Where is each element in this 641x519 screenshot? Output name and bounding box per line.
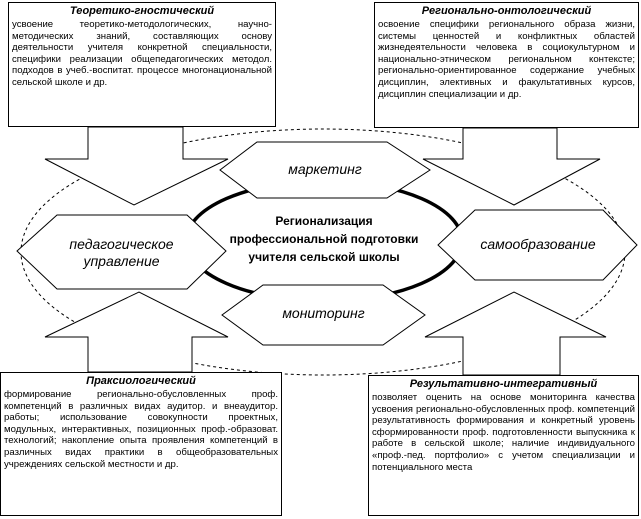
box-regional-ontological-title: Регионально-онтологический [421, 5, 592, 17]
box-regional-ontological-text: освоение специфики регионального образа жизни, системы ценностей и конфликтных областей жизнедеятельности человека в социокультурном и национально-этническом региональном контексте; регионально-ориентированное содержание учебных дисциплин, элективных и факультативных курсов, дисциплин специализации и др. [378, 19, 635, 100]
arrow-bottom-right [425, 292, 606, 375]
center-title-line2: профессиональной подготовки [229, 232, 419, 246]
center-title-line3: учителя сельской школы [248, 250, 400, 264]
hexagon-bottom-label: мониторинг [282, 305, 365, 321]
center-title-line1: Регионализация [275, 214, 373, 228]
box-praxiological-title: Праксиологический [86, 375, 196, 387]
box-theoretical-gnostic [8, 2, 276, 127]
arrow-top-left [45, 127, 228, 205]
box-result-integrative-title: Результативно-интегративный [409, 378, 598, 390]
arrow-bottom-left [45, 292, 228, 372]
hexagon-left-label-line1: педагогическое [69, 236, 174, 252]
arrow-top-right [423, 128, 600, 205]
box-regional-ontological [374, 2, 639, 128]
hexagon-left-label-line2: управление [83, 253, 160, 269]
box-praxiological-text: формирование регионально-обусловленных проф. компетенций в различных видах аудитор. и внеаудитор. работы; использование совокупности проектных, модульных, интерактивных, позиционных проф.-образоват. технологий; накопление опыта проявления компетенций в различных видах практики в общеобразовательных учреждениях сельской местности и др. [4, 389, 278, 470]
box-result-integrative [368, 375, 639, 516]
hexagon-left-label [25, 236, 218, 270]
box-theoretical-gnostic-text: усвоение теоретико-методологических, научно-методических знаний, составляющих основу деятельности учителя конкретной специальности, специфики реализации общепедагогических методол. подходов в учеб.-воспитат. процессе многонациональной сельской школе и др. [12, 19, 272, 88]
box-praxiological [0, 372, 282, 516]
hexagon-top-label: маркетинг [288, 161, 362, 177]
hexagon-right-label: самообразование [480, 236, 596, 252]
box-result-integrative-text: позволяет оценить на основе мониторинга качества усвоения регионально-обусловленных проф. компетенций результативность формирования и конкретный уровень сформированности проф. подготовленности выпускника к работе в сельской школе; наличие индивидуального «проф.-пед. портфолио» с учетом специализации и потенциального места [372, 392, 635, 473]
center-title [214, 212, 434, 266]
box-theoretical-gnostic-title: Теоретико-гностический [69, 5, 215, 17]
